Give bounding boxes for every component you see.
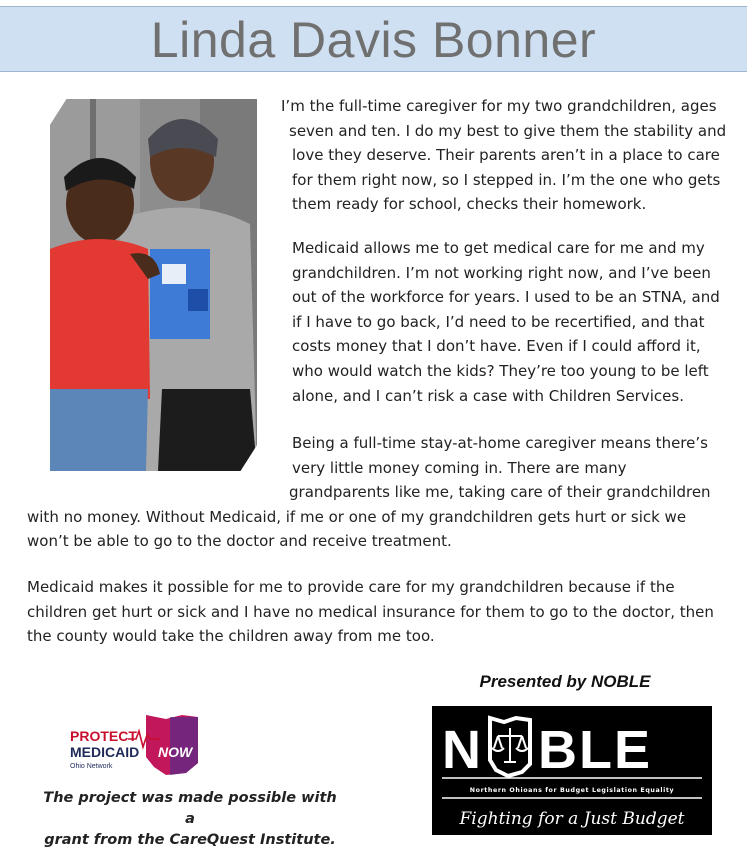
noble-wordmark-n: N (442, 720, 481, 780)
paragraph-line: who would watch the kids? They’re too young to be left (292, 361, 709, 380)
scales-of-justice-icon (492, 728, 528, 762)
paragraph-4 (27, 575, 742, 649)
paragraph-line: Medicaid allows me to get medical care for me and my (292, 239, 705, 257)
paragraph-line: grandchildren. I’m not working right now, and I’ve been (292, 263, 711, 282)
paragraph-line: love they deserve. Their parents aren’t in a place to care (292, 146, 720, 165)
title-banner (0, 6, 747, 72)
page-title: Linda Davis Bonner (150, 12, 597, 68)
noble-logo-art (432, 706, 712, 835)
paragraph-line: seven and ten. I do my best to give them the stability and (289, 121, 727, 140)
paragraph-1 (281, 94, 740, 217)
now-text: NOW (158, 744, 193, 760)
paragraph-line: for them right now, so I stepped in. I’m the one who gets (292, 170, 721, 189)
noble-wordmark-ble: BLE (538, 720, 652, 780)
paragraph-line: with no money. Without Medicaid, if me or one of my grandchildren gets hurt or sick we (27, 507, 687, 526)
paragraph-line: very little money coming in. There are many (292, 458, 627, 477)
paragraph-line: won’t be able to go to the doctor and receive treatment. (27, 532, 452, 551)
paragraph-line: Being a full-time stay-at-home caregiver means there’s (292, 434, 708, 452)
portrait-photo (50, 99, 257, 471)
paragraph-line: them ready for school, checks their homework. (292, 195, 647, 214)
presented-by-label: Presented by NOBLE (479, 672, 651, 691)
paragraph-2 (292, 236, 742, 408)
paragraph-line: alone, and I can’t risk a case with Children Services. (292, 386, 684, 405)
paragraph-line: the county would take the children away from me too. (27, 627, 435, 646)
medicaid-text: MEDICAID (70, 744, 140, 760)
paragraph-line: I’m the full-time caregiver for my two grandchildren, ages (281, 97, 717, 115)
protect-text: PROTECT (70, 728, 137, 744)
protect-medicaid-now-logo (70, 713, 210, 775)
paragraph-3 (27, 431, 742, 554)
noble-tagline: Northern Ohioans for Budget Legislation Equality (469, 787, 675, 794)
paragraph-line: costs money that I don’t have. Even if I could afford it, (292, 337, 701, 356)
grant-line: The project was made possible with a (43, 790, 337, 827)
noble-logo (432, 706, 712, 835)
paragraph-line: children get hurt or sick and I have no medical insurance for them to go to the doctor, then (27, 602, 714, 621)
grant-line: grant from the CareQuest Institute. (44, 832, 336, 848)
paragraph-line: Medicaid makes it possible for me to provide care for my grandchildren because if the (27, 578, 675, 596)
paragraph-line: grandparents like me, taking care of their grandchildren (289, 483, 711, 502)
noble-slogan: Fighting for a Just Budget (459, 809, 685, 829)
paragraph-line: out of the workforce for years. I used to be an STNA, and (292, 288, 720, 307)
ohio-network-text: Ohio Network (70, 763, 113, 770)
paragraph-line: if I have to go back, I’d need to be recertified, and that (292, 312, 705, 331)
